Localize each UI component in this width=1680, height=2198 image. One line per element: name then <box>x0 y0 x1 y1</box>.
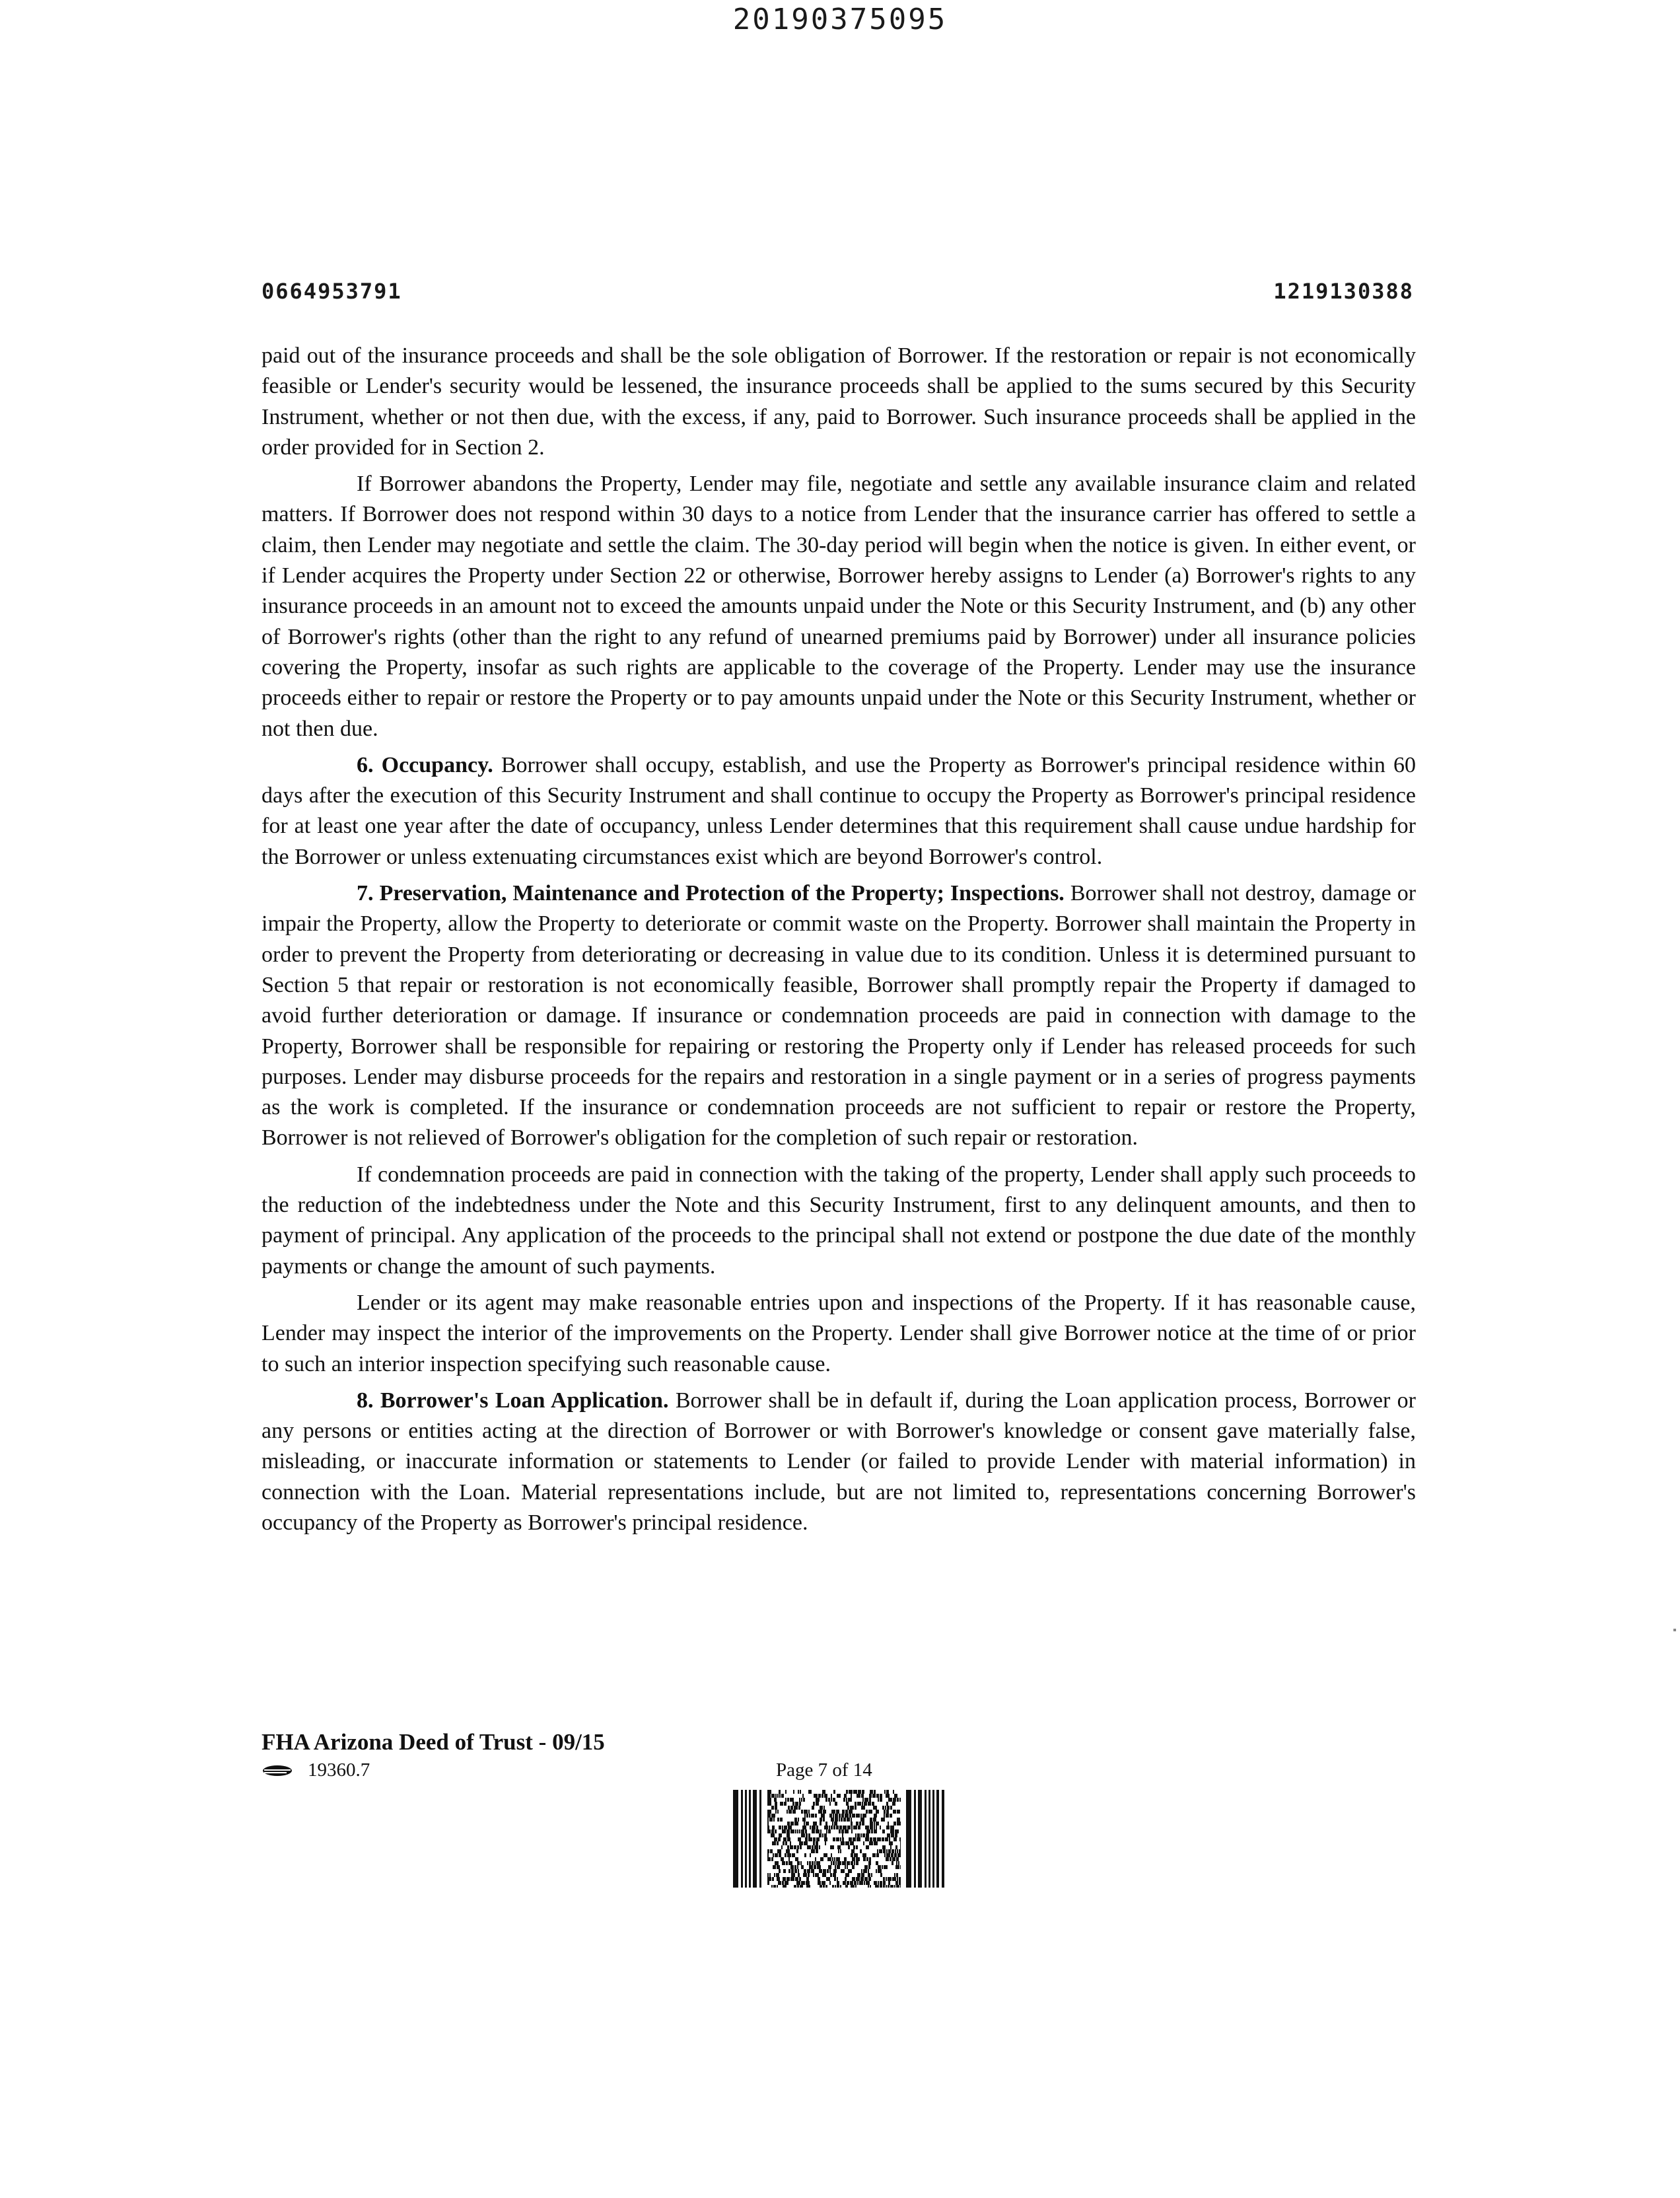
pdf417-barcode-icon <box>733 1790 944 1888</box>
section-8-heading: 8. Borrower's Loan Application. <box>357 1388 669 1413</box>
paragraph-condemnation: If condemnation proceeds are paid in connection with the taking of the property, Lender shall apply such proceeds to the reduction of the indebtedness under the Note and this Security Instrument, first to any delinquent amounts, and then to payment of principal. Any application of the proceeds to the principal shall not extend or postpone the due date of the monthly payments or change the amount of such payments. <box>262 1162 1416 1279</box>
page-number: Page 7 of 14 <box>776 1759 872 1781</box>
section-7-heading: 7. Preservation, Maintenance and Protection of the Property; Inspections. <box>357 881 1065 906</box>
section-6-occupancy <box>262 750 1416 872</box>
paragraph-inspection: Lender or its agent may make reasonable entries upon and inspections of the Property. If it has reasonable cause, Lender may inspect the interior of the improvements on the Property. Lender shall give Borrower notice at the time of or prior to such an interior inspection specifying such reasonable cause. <box>262 1290 1416 1376</box>
form-number-line <box>262 1759 370 1781</box>
form-title: FHA Arizona Deed of Trust - 09/15 <box>262 1729 605 1755</box>
loan-number-right: 1219130388 <box>1273 279 1414 304</box>
section-8-loan-application <box>262 1386 1416 1538</box>
paragraph-abandonment: If Borrower abandons the Property, Lender may file, negotiate and settle any available insurance claim and related matters. If Borrower does not respond within 30 days to a notice from Lender that the insurance carrier has offered to settle a claim, then Lender may negotiate and settle the claim. The 30-day period will begin when the notice is given. In either event, or if Lender acquires the Property under Section 22 or otherwise, Borrower hereby assigns to Lender (a) Borrower's rights to any insurance proceeds in an amount not to exceed the amounts unpaid under the Note or this Security Instrument, and (b) any other of Borrower's rights (other than the right to any refund of unearned premiums paid by Borrower) under all insurance policies covering the Property, insofar as such rights are applicable to the coverage of the Property. Lender may use the insurance proceeds either to repair or restore the Property or to pay amounts unpaid under the Note or this Security Instrument, whether or not then due. <box>262 472 1416 741</box>
section-6-text: Borrower shall occupy, establish, and use the Property as Borrower's principal residence within 60 days after the execution of this Security Instrument and shall continue to occupy the Property as Borrower's principal residence for at least one year after the date of occupancy, unless Lender determines that this requirement shall cause undue hardship for the Borrower or unless extenuating circumstances exist which are beyond Borrower's control. <box>262 752 1416 869</box>
section-8-text: Borrower shall be in default if, during the Loan application process, Borrower or any persons or entities acting at the direction of Borrower or with Borrower's knowledge or consent gave materially false, misleading, or inaccurate information or statements to Lender (or failed to provide Lender with material information) in connection with the Loan. Material representations include, but are not limited to, representations concerning Borrower's occupancy of the Property as Borrower's principal residence. <box>262 1388 1417 1535</box>
form-vendor-logo-icon <box>262 1764 293 1777</box>
paragraph-insurance-proceeds: paid out of the insurance proceeds and shall be the sole obligation of Borrower. If the restoration or repair is not economically feasible or Lender's security would be lessened, the insurance proceeds shall be applied to the sums secured by this Security Instrument, whether or not then due, with the excess, if any, paid to Borrower. Such insurance proceeds shall be applied in the order provided for in Section 2. <box>262 343 1416 460</box>
loan-number-left: 0664953791 <box>262 279 402 304</box>
document-body <box>262 341 1416 1544</box>
form-number: 19360.7 <box>308 1759 370 1781</box>
recording-number: 20190375095 <box>732 3 948 36</box>
section-7-preservation <box>262 878 1416 1154</box>
scan-mark <box>1673 1629 1676 1631</box>
section-7-text: Borrower shall not destroy, damage or impair the Property, allow the Property to deteriorate or commit waste on the Property. Borrower shall maintain the Property in order to prevent the Property from deteriorating or decreasing in value due to its condition. Unless it is determined pursuant to Section 5 that repair or restoration is not economically feasible, Borrower shall promptly repair the Property if damaged to avoid further deterioration or damage. If insurance or condemnation proceeds are paid in connection with damage to the Property, Borrower shall be responsible for repairing or restoring the Property only if Lender has released proceeds for such purposes. Lender may disburse proceeds for the repairs and restoration in a single payment or in a series of progress payments as the work is completed. If the insurance or condemnation proceeds are not sufficient to repair or restore the Property, Borrower is not relieved of Borrower's obligation for the completion of such repair or restoration. <box>262 881 1417 1151</box>
section-6-heading: 6. Occupancy. <box>357 752 493 777</box>
